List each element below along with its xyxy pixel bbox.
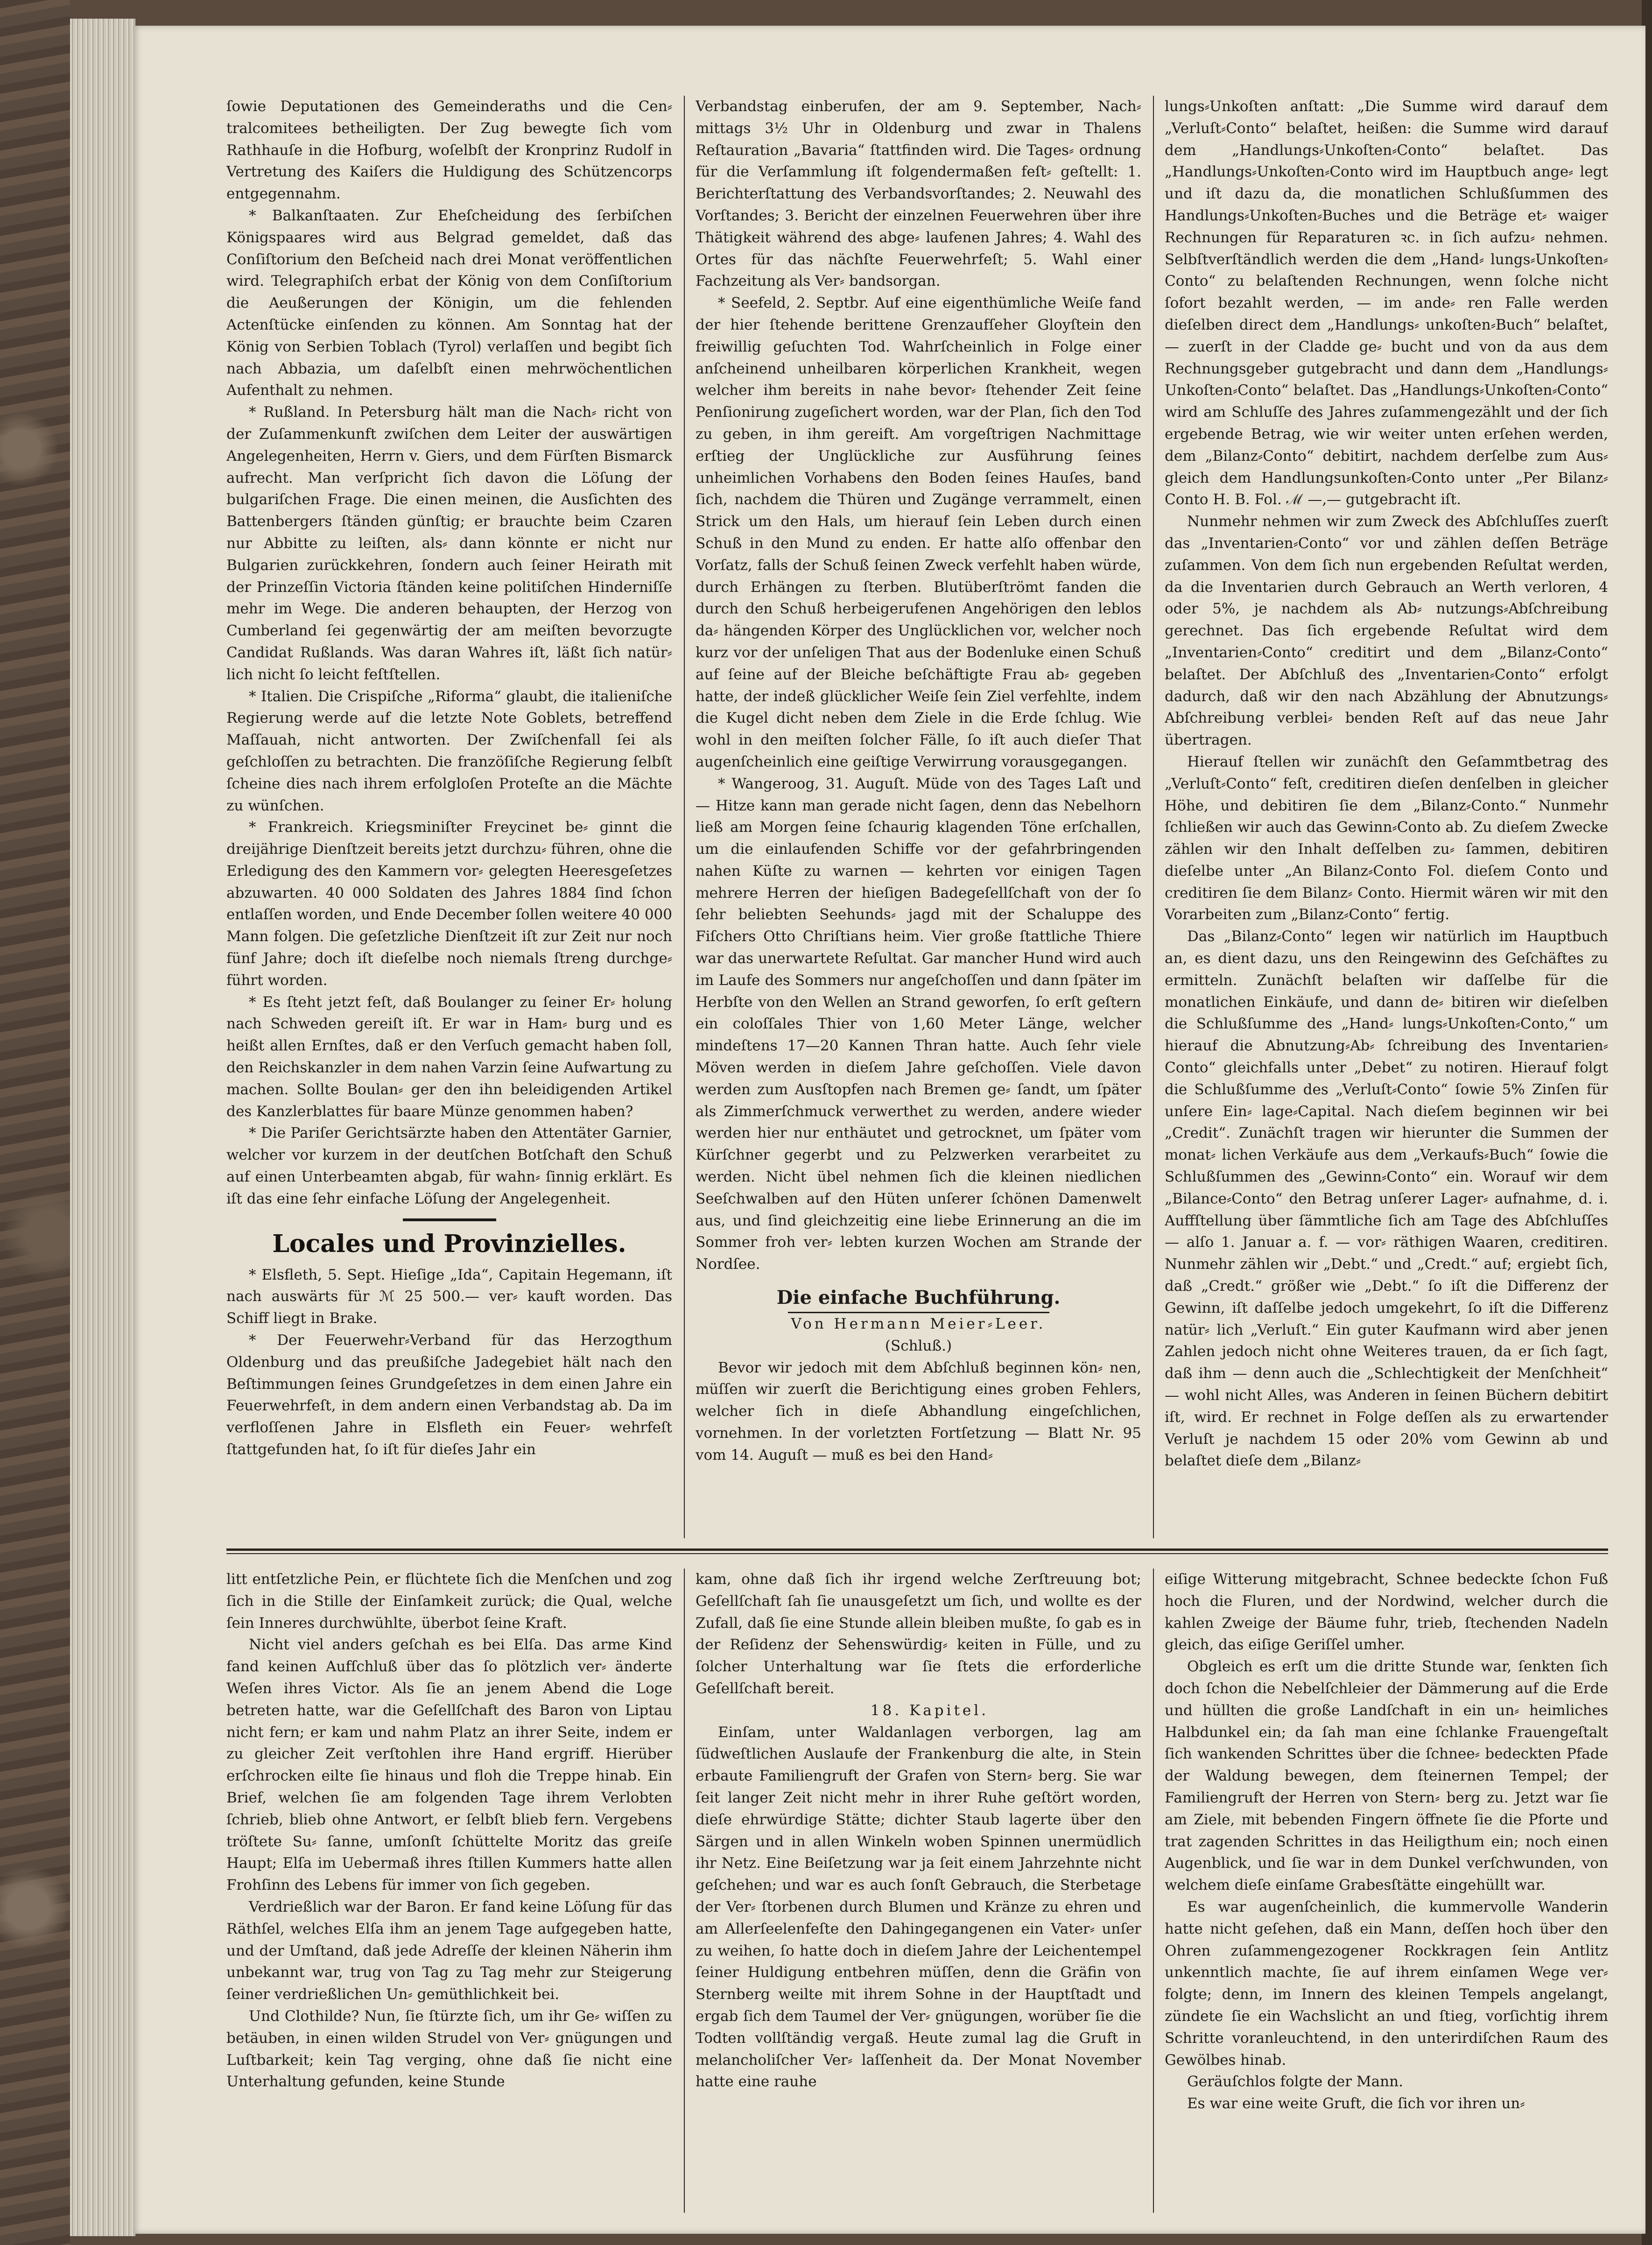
paragraph: * Rußland. In Petersburg hält man die Nach⸗ richt von der Zuſammenkunft zwiſchen dem Leiter der auswärtigen Angelegenheiten, Herrn v. Giers, und dem Fürſten Bismarck aufrecht. Man verſpricht ſich davon die Löſung der bulgariſchen Frage. Die einen meinen, die Ausſichten des Battenbergers ſtänden günſtig; er brauchte beim Czaren nur Abbitte zu leiſten, als⸗ dann könnte er nicht nur Bulgarien zurückkehren, ſondern auch ſeiner Heirath mit der Prinzeſſin Victoria ſtänden keine politiſchen Hinderniſſe mehr im Wege. Die anderen behaupten, der Herzog von Cumberland ſei gegenwärtig der am meiſten bevorzugte Candidat Rußlands. Was daran Wahres iſt, läßt ſich natür⸗ lich nicht ſo leicht feſtſtellen. [226,404,672,683]
bottom-column-2 [696,1569,1141,2213]
paragraph: Das „Bilanz⸗Conto“ legen wir natürlich im Hauptbuch an, es dient dazu, uns den Reingewinn des Geſchäftes zu ermitteln. Zunächſt belaſten wir daſſelbe für die monatlichen Einkäufe, und dann de⸗ bitiren wir dieſelben die Schlußſumme des „Hand⸗ lungs⸗Unkoſten⸗Conto,“ um hierauf die Abnutzung⸗Ab⸗ ſchreibung des Inventarien⸗Conto“ gleichfalls unter „Debet“ zu notiren. Hierauf folgt die Schlußſumme des „Verluſt⸗Conto“ ſowie 5% Zinſen für unſere Ein⸗ lage⸗Capital. Nach dieſem beginnen wir bei „Credit“. Zunächſt tragen wir hierunter die Summen der monat⸗ lichen Verkäufe aus dem „Verkaufs⸗Buch“ ſowie die Schlußſummen des „Gewinn⸗Conto“ ein. Worauf wir dem „Bilance⸗Conto“ den Betrag unſerer Lager⸗ aufnahme, d. i. Auffſtellung über ſämmtliche ſich am Tage des Abſchluſſes — alſo 1. Januar a. f. — vor⸗ räthigen Waaren, creditiren. Nunmehr zählen wir „Debt.“ und „Credt.“ auf; ergiebt ſich, daß „Credt.“ größer wie „Debt.“ ſo iſt die Differenz der Gewinn, iſt daſſelbe jedoch umgekehrt, ſo iſt die Differenz natür⸗ lich „Verluſt.“ Ein guter Kaufmann wird aber jenen Zahlen jedoch nicht ohne Weiteres trauen, da er ſich ſagt, daß ihm — denn auch die „Schlechtigkeit der Menſchheit“ — wohl nicht Alles, was Anderen in ſeinen Büchern debitirt iſt, wird. Er rechnet in Folge deſſen als zu erwartender Verluſt je nachdem 15 oder 20% vom Gewinn ab und belaſtet dieſe dem „Bilanz⸗ [1165,928,1608,1470]
feuilleton-rule-thin [226,1553,1608,1554]
section-heading: Locales und Provinzielles. [272,1229,626,1258]
column-rule [1153,1569,1154,2213]
paragraph: * Der Feuerwehr⸗Verband für das Herzogthum Oldenburg und das preußiſche Jadegebiet hält nach den Beſtimmungen ſeines Grundgeſetzes in dem einen Jahre ein Feuerwehrfeſt, in dem andern einen Verbandstag ab. Da im verfloſſenen Jahre in Elsfleth ein Feuer⸗ wehrfeſt ſtattgefunden hat, ſo iſt für dieſes Jahr ein [226,1332,672,1458]
article-author: Von Hermann Meier⸗Leer. [791,1316,1046,1333]
paragraph: Einſam, unter Waldanlagen verborgen, lag am ſüdweſtlichen Auslaufe der Frankenburg die alte, in Stein erbaute Familiengruft der Grafen von Stern⸗ berg. Sie war ſeit langer Zeit nicht mehr in ihrer Ruhe geſtört worden, dieſe ehrwürdige Stätte; dichter Staub lagerte über den Särgen und in allen Winkeln woben Spinnen unermüdlich ihr Netz. Eine Beiſetzung war ja ſeit einem Jahrzehnte nicht geſchehen; und war es auch ſonſt Gebrauch, die Sterbetage der Ver⸗ ſtorbenen durch Blumen und Kränze zu ehren und am Allerſeelenfeſte den Dahingegangenen ein Vater⸗ unſer zu weihen, ſo hatte doch in dieſem Jahre der Leichentempel ſeiner Huldigung entbehren müſſen, denn die Gräfin von Sternberg weilte mit ihrem Sohne in der Hauptſtadt und ergab ſich dem Taumel der Ver⸗ gnügungen, worüber ſie die Todten vollſtändig vergaß. Heute zumal lag die Gruft in melancholiſcher Ver⸗ laſſenheit da. Der Monat November hatte eine rauhe [696,1724,1141,2090]
column-rule [684,1569,685,2213]
paragraph: Obgleich es erſt um die dritte Stunde war, ſenkten ſich doch ſchon die Nebelſchleier der Dämmerung auf die Erde und hüllten die große Landſchaft in ein un⸗ heimliches Halbdunkel ein; da ſah man eine ſchlanke Frauengeſtalt ſich wankenden Schrittes über die ſchnee⸗ bedeckten Pfade der Waldung bewegen, dem ſteinernen Tempel; der Familiengruft der Herren von Stern⸗ berg zu. Jetzt war ſie am Ziele, mit bebenden Fingern öffnete ſie die Pforte und trat zagenden Schrittes in das Heiligthum ein; noch einen Augenblick, und ſie war in dem Dunkel verſchwunden, von welchem dieſe einſame Grabesſtätte eingehüllt war. [1165,1658,1608,1894]
article-note: (Schluß.) [885,1337,952,1354]
paragraph: eiſige Witterung mitgebracht, Schnee bedeckte ſchon Fuß hoch die Fluren, und der Nordwind, welcher durch die kahlen Zweige der Bäume fuhr, trieb, ſtechenden Nadeln gleich, das eiſige Geriſſel umher. [1165,1571,1608,1654]
bottom-column-1 [226,1569,672,2213]
news-section [226,96,1608,1538]
book-binding [0,0,70,2245]
paragraph: Verbandstag einberufen, der am 9. September, Nach⸗ mittags 3½ Uhr in Oldenburg und zwar in Thalens Reſtauration „Bavaria“ ſtattfinden wird. Die Tages⸗ ordnung für die Verſammlung iſt folgendermaßen feſt⸗ geſtellt: 1. Berichterſtattung des Verbandsvorſtandes; 2. Neuwahl des Vorſtandes; 3. Bericht der einzelnen Feuerwehren über ihre Thätigkeit während des abge⸗ laufenen Jahres; 4. Wahl des Ortes für das nächſte Feuerwehrfeſt; 5. Wahl einer Fachzeitung als Ver⸗ bandsorgan. [696,98,1141,290]
paragraph: Und Clothilde? Nun, ſie ſtürzte ſich, um ihr Ge⸗ wiſſen zu betäuben, in einen wilden Strudel von Ver⸗ gnügungen und Luſtbarkeit; kein Tag verging, ohne daß ſie nicht eine Unterhaltung gefunden, keine Stunde [226,2007,672,2090]
paragraph: Bevor wir jedoch mit dem Abſchluß beginnen kön⸗ nen, müſſen wir zuerſt die Berichtigung eines groben Fehlers, welcher ſich in dieſe Abhandlung eingeſchlichen, vornehmen. In der vorletzten Fortſetzung — Blatt Nr. 95 vom 14. Auguſt — muß es bei den Hand⸗ [696,1359,1141,1464]
paragraph: * Seefeld, 2. Septbr. Auf eine eigenthümliche Weiſe fand der hier ſtehende berittene Grenzaufſeher Gloyſtein den freiwillig geſuchten Tod. Wahrſcheinlich in Folge einer anſcheinend unheilbaren körperlichen Krankheit, wegen welcher ihm bereits in nahe bevor⸗ ſtehender Zeit ſeine Penſionirung zugeſichert worden, war der Plan, ſich den Tod zu geben, in ihm gereift. Am vorgeſtrigen Nachmittage erſtieg der Unglückliche zur Ausführung ſeines unheimlichen Vorhabens den Boden ſeines Hauſes, band ſich, nachdem die Thüren und Zugänge verrammelt, einen Strick um den Hals, um hierauf ſein Leben durch einen Schuß in den Mund zu enden. Er hatte alſo offenbar den Vorſatz, falls der Schuß ſeinen Zweck verfehlt haben würde, durch Erhängen zu ſterben. Blutüberſtrömt fanden die durch den Schuß herbeigerufenen Angehörigen den leblos da⸗ hängenden Körper des Unglücklichen vor, welcher noch kurz vor der unſeligen That aus der Bodenluke einen Schuß auf ſeine auf der Bleiche beſchäftigte Frau ab⸗ gegeben hatte, der indeß glücklicher Weiſe ſein Ziel verfehlte, indem die Kugel dicht neben dem Ziele in die Erde ſchlug. Wie wohl in den meiſten ſolcher Fälle, ſo iſt auch dieſer That augenſcheinlich eine geiſtige Verwirrung vorausgegangen. [696,295,1141,770]
paragraph: * Frankreich. Kriegsminiſter Freycinet be⸗ ginnt die dreijährige Dienſtzeit bereits jetzt durchzu⸗ führen, ohne die Erledigung des den Kammern vor⸗ gelegten Heeresgeſetzes abzuwarten. 40 000 Soldaten des Jahres 1884 ſind ſchon entlaſſen worden, und Ende December ſollen weitere 40 000 Mann folgen. Die geſetzliche Dienſtzeit iſt zur Zeit nur noch fünf Jahre; doch iſt dieſelbe noch niemals ſtreng durchge⸗ führt worden. [226,819,672,989]
feuilleton-rule [226,1548,1608,1551]
paragraph: * Balkanſtaaten. Zur Eheſcheidung des ſerbiſchen Königspaares wird aus Belgrad gemeldet, daß das Conſiſtorium den Beſcheid nach drei Monat veröffentlichen wird. Telegraphiſch erbat der König von dem Conſiſtorium die Aeußerungen der Königin, um die fehlenden Actenſtücke einſenden zu können. Am Sonntag hat der König von Serbien Toblach (Tyrol) verlaſſen und begibt ſich nach Abbazia, um daſelbſt einen mehrwöchentlichen Aufenthalt zu nehmen. [226,207,672,399]
paragraph: litt entſetzliche Pein, er flüchtete ſich die Menſchen und zog ſich in die Stille der Einſamkeit zurück; die Qual, welche ſein Inneres durchwühlte, überbot ſeine Kraft. [226,1571,672,1632]
paragraph: Nicht viel anders geſchah es bei Elſa. Das arme Kind fand keinen Aufſchluß über das ſo plötzlich ver⸗ änderte Weſen ihres Victor. Als ſie an jenem Abend die Loge betreten hatte, war die Geſellſchaft des Baron von Liptau nicht fern; er kam und nahm Platz an ihrer Seite, indem er zu gleicher Zeit verſtohlen ihre Hand ergriff. Hierüber erſchrocken eilte ſie hinaus und floh die Treppe hinab. Ein Brief, welchen ſie am folgenden Tage ihrem Verlobten ſchrieb, blieb ohne Antwort, er ſelbſt blieb fern. Vergebens tröſtete Su⸗ ſanne, umſonſt ſchüttelte Moritz das greiſe Haupt; Elſa im Uebermaß ihres ſtillen Kummers hatte allen Frohſinn des Lebens für immer von ſich gegeben. [226,1636,672,1894]
top-column-3 [1165,96,1608,1538]
paragraph: Nunmehr nehmen wir zum Zweck des Abſchluſſes zuerſt das „Inventarien⸗Conto“ vor und zählen deſſen Beträge zuſammen. Von dem ſich nun ergebenden Reſultat werden, da die Inventarien durch Gebrauch an Werth verloren, 4 oder 5%, je nachdem als Ab⸗ nutzungs⸗Abſchreibung gerechnet. Das ſich ergebende Reſultat wird dem „Inventarien⸗Conto“ creditirt und dem „Bilanz⸗Conto“ belaſtet. Der Abſchluß des „Inventarien⸗Conto“ erfolgt dadurch, daß wir den nach Abzählung der Abnutzungs⸗Abſchreibung verblei⸗ benden Reſt auf das neue Jahr übertragen. [1165,513,1608,749]
page-edges [70,19,135,2236]
article-title [696,1285,1141,1313]
paragraph: ſowie Deputationen des Gemeinderaths und die Cen⸗ tralcomitees betheiligten. Der Zug bewegte ſich vom Rathhauſe in die Hofburg, woſelbſt der Kronprinz Rudolf in Vertretung des Kaiſers die Huldigung des Schützencorps entgegennahm. [226,98,672,203]
bottom-column-3 [1165,1569,1608,2213]
paragraph: Verdrießlich war der Baron. Er fand keine Löſung für das Räthſel, welches Elſa ihm an jenem Tage aufgegeben hatte, und der Umſtand, daß jede Adreſſe der kleinen Näherin ihm unbekannt war, trug von Tag zu Tag mehr zur Steigerung ſeiner verdrießlichen Un⸗ gemüthlichkeit bei. [226,1898,672,2003]
paragraph: * Wangeroog, 31. Auguſt. Müde von des Tages Laſt und — Hitze kann man gerade nicht ſagen, denn das Nebelhorn ließ am Morgen ſeine ſchaurig klagenden Töne erſchallen, um die einlaufenden Schiffe vor der gefahrbringenden nahen Küſte zu warnen — kehrten vor einigen Tagen mehrere Herren der hieſigen Badegeſellſchaft von der ſo ſehr beliebten Seehunds⸗ jagd mit der Schaluppe des Fiſchers Otto Chriſtians heim. Vier große ſtattliche Thiere war das unerwartete Reſultat. Gar mancher Hund wird auch im Laufe des Sommers nur angeſchoſſen und dann ſpäter im Herbſte von den Wellen an Strand geworfen, ſo erſt geſtern ein coloſſales Thier von 1,60 Meter Länge, welcher mindeſtens 17—20 Kannen Thran hatte. Auch ſehr viele Möven werden in dieſem Jahre geſchoſſen. Viele davon werden zum Ausſtopfen nach Bremen ge⸗ ſandt, um ſpäter als Zimmerſchmuck verwerthet zu werden, andere wieder werden hier nur enthäutet und getrocknet, um ſpäter vom Kürſchner gegerbt und zu Pelzwerken verarbeitet zu werden. Nicht übel nehmen ſich die kleinen niedlichen Seeſchwalben auf den Hüten unſerer ſchönen Damenwelt aus, und ſind gleichzeitig eine liebe Erinnerung an die im Sommer froh ver⸗ lebten kurzen Wochen am Strande der Nordſee. [696,775,1141,1273]
column-rule [1153,96,1154,1538]
paragraph: * Italien. Die Crispiſche „Riforma“ glaubt, die italieniſche Regierung werde auf die letzte Note Goblets, betreffend Maſſauah, nicht antworten. Der Zwiſchenfall ſei als geſchloſſen zu betrachten. Die franzöſiſche Regierung ſelbſt ſcheine dies nach ihrem erfolgloſen Proteſte an die Mächte zu wünſchen. [226,688,672,814]
article-title-text: Die einfache Buchführung. [776,1287,1061,1309]
section-divider [403,1218,496,1221]
paragraph: Es war augenſcheinlich, die kummervolle Wanderin hatte nicht geſehen, daß ein Mann, deſſen hoch über den Ohren zuſammengezogener Rockkragen ſein Antlitz unkenntlich machte, ſie auf ihrem einſamen Wege ver⸗ folgte; denn, im Innern des kleinen Tempels angelangt, zündete ſie ein Wachslicht an und ſtieg, vorſichtig ihrem Schritte voranleuchtend, in den unterirdiſchen Raum des Gewölbes hinab. [1165,1898,1608,2069]
column-rule [684,96,685,1538]
paragraph: * Es ſteht jetzt feſt, daß Boulanger zu ſeiner Er⸗ holung nach Schweden gereiſt iſt. Er war in Ham⸗ burg und es heißt allen Ernſtes, daß er den Verſuch gemacht haben ſoll, den Reichskanzler in dem nahen Varzin ſeine Aufwartung zu machen. Sollte Boulan⸗ ger den ihn beleidigenden Artikel des Kanzlerblattes für baare Münze genommen haben? [226,993,672,1120]
paragraph: Es war eine weite Gruft, die ſich vor ihren un⸗ [1187,2095,1525,2112]
feuilleton-section [226,1569,1608,2213]
top-column-1 [226,96,672,1538]
paragraph: Geräuſchlos folgte der Mann. [1187,2073,1403,2090]
paragraph: lungs⸗Unkoſten anſtatt: „Die Summe wird darauf dem „Verluſt⸗Conto“ belaſtet, heißen: die Summe wird darauf dem „Handlungs⸗Unkoſten⸗Conto“ belaſtet. Das „Handlungs⸗Unkoſten⸗Conto wird im Hauptbuch ange⸗ legt und iſt dazu da, die monatlichen Schlußſummen des Handlungs⸗Unkoſten⸗Buches und die Beträge et⸗ waiger Rechnungen für Reparaturen ꝛc. in ſich aufzu⸗ nehmen. Selbſtverſtändlich werden die dem „Hand⸗ lungs⸗Unkoſten⸗Conto“ zu belaſtenden Rechnungen, wenn ſolche nicht ſofort bezahlt werden, — im ande⸗ ren Falle werden dieſelben direct dem „Handlungs⸗ unkoſten⸗Buch“ belaſtet, — zuerſt in der Cladde ge⸗ bucht und von da aus dem Rechnungsgeber gutgebracht und dann dem „Handlungs⸗Unkoſten⸗Conto“ belaſtet. Das „Handlungs⸗Unkoſten⸗Conto“ wird am Schluſſe des Jahres zuſammengezählt und der ſich ergebende Betrag, wie wir weiter unten erſehen werden, dem „Bilanz⸗Conto“ debitirt, nachdem derſelbe zum Aus⸗ gleich dem Handlungsunkoſten⸗Conto unter „Per Bilanz⸗ Conto H. B. Fol. ℳ —,— gutgebracht iſt. [1165,98,1608,508]
chapter-heading: 18. Kapitel. [870,1702,989,1719]
paragraph: * Elsfleth, 5. Sept. Hieſige „Ida“, Capitain Hegemann, iſt nach auswärts für ℳ 25 500.— ver⸗ kauft worden. Das Schiff liegt in Brake. [226,1266,672,1327]
paragraph: * Die Pariſer Gerichtsärzte haben den Attentäter Garnier, welcher vor kurzem in der deutſchen Botſchaft den Schuß auf einen Unterbeamten abgab, für wahn⸗ ſinnig erklärt. Es iſt das eine ſehr einfache Löſung der Angelegenheit. [226,1125,672,1207]
top-column-2 [696,96,1141,1538]
paragraph: Hierauf ſtellen wir zunächſt den Geſammtbetrag des „Verluſt⸗Conto“ feſt, creditiren dieſen denſelben in gleicher Höhe, und debitiren ſie dem „Bilanz⸗Conto.“ Nunmehr ſchließen wir auch das Gewinn⸗Conto ab. Zu dieſem Zwecke zählen wir den Inhalt deſſelben zu⸗ ſammen, debitiren dieſelbe unter „An Bilanz⸗Conto Fol. dieſem Conto und creditiren ſie dem Bilanz⸗ Conto. Hiermit wären wir mit den Vorarbeiten zum „Bilanz⸗Conto“ fertig. [1165,753,1608,923]
paragraph: kam, ohne daß ſich ihr irgend welche Zerſtreuung bot; Geſellſchaft ſah ſie unausgeſetzt um ſich, und wollte es der Zufall, daß ſie eine Stunde allein bleiben mußte, ſo gab es in der Reſidenz der Sehenswürdig⸗ keiten in Fülle, und zu ſolcher Unterhaltung war ſie ſtets die erforderliche Geſellſchaft bereit. [696,1571,1141,1697]
newspaper-page [133,26,1645,2234]
